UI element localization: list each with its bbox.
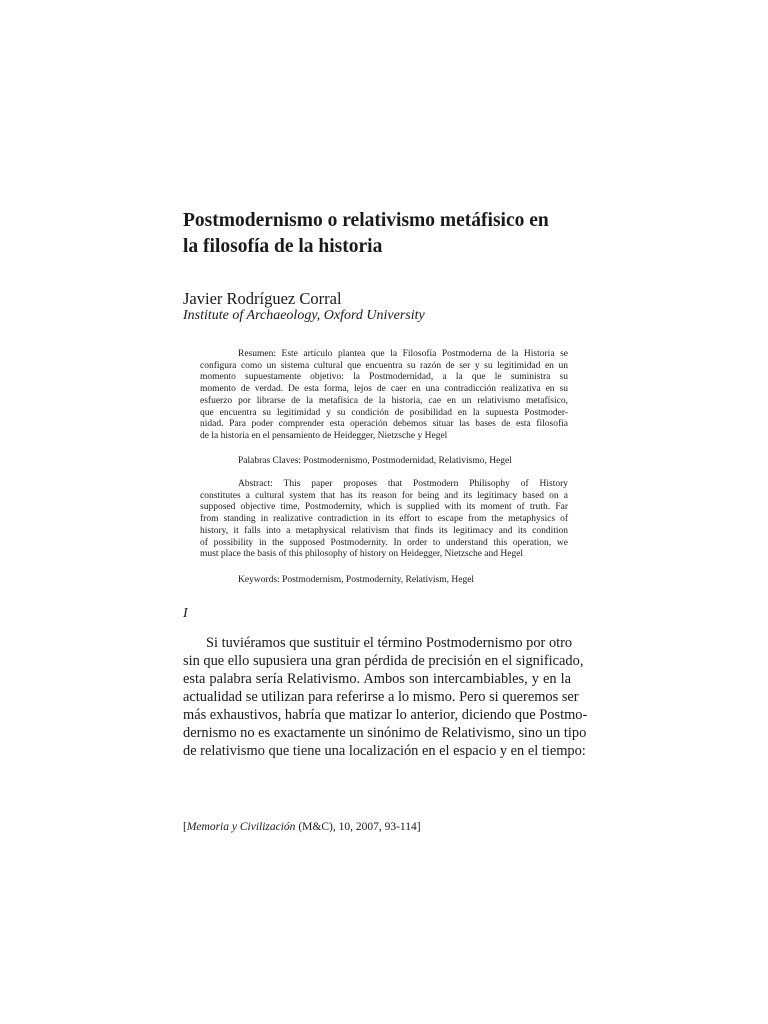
resumen-line: nidad. Para poder comprender esta operación debemos situar las bases de esta filosofía	[200, 419, 568, 430]
palabras-claves: Palabras Claves: Postmodernismo, Postmodernidad, Relativismo, Hegel	[238, 456, 512, 466]
journal-name: Memoria y Civilización	[186, 821, 296, 833]
body-line: sin que ello supusiera una gran pérdida de precisión en el significado,	[183, 653, 584, 669]
keywords: Keywords: Postmodernism, Postmodernity, Relativism, Hegel	[238, 575, 475, 585]
resumen-line: momento supuestamente objetivo: la Postmodernidad, a la que le suministra su	[200, 372, 568, 383]
body-line: dernismo no es exactamente un sinónimo de Relativismo, sino un tipo	[183, 725, 587, 741]
resumen-line: Resumen: Este artículo plantea que la Filosofía Postmoderna de la Historia se	[238, 349, 568, 359]
abstract-block	[200, 479, 568, 561]
journal-citation	[183, 820, 543, 834]
body-paragraph	[183, 634, 588, 760]
title-line-1: Postmodernismo o relativismo metáfisico en	[183, 210, 549, 231]
author-name: Javier Rodríguez Corral	[183, 289, 342, 308]
resumen-line: esfuerzo por librarse de la metafísica de la historia, cae en un relativismo metafísico,	[200, 395, 568, 406]
body-line: más exhaustivos, habría que matizar lo anterior, diciendo que Postmo-	[183, 707, 588, 723]
body-line: Si tuviéramos que sustituir el término Postmodernismo por otro	[206, 635, 573, 651]
author-affiliation: Institute of Archaeology, Oxford University	[183, 308, 425, 323]
citation-open: [	[183, 821, 187, 833]
body-line: de relativismo que tiene una localización en el espacio y en el tiempo:	[183, 743, 586, 759]
abstract-line: must place the basis of this philosophy of history on Heidegger, Nietzsche and Hegel	[200, 549, 524, 560]
section-number: I	[183, 606, 188, 621]
abstract-line: supposed objective time, Postmodernity, which is supplied with its moment of truth. Far	[200, 502, 568, 513]
abstract-line: history, it falls into a metaphysical relativism that finds its legitimacy and its condition	[200, 525, 568, 536]
resumen-line: que encuentra su legitimidad y su condición de posibilidad en la supuesta Postmoder-	[200, 407, 568, 418]
citation-details: (M&C), 10, 2007, 93-114]	[295, 821, 421, 833]
resumen-block	[200, 349, 568, 443]
abstract-line: constitutes a cultural system that has its reason for being and its legitimacy based on a	[200, 490, 568, 501]
resumen-line: de la historia en el pensamiento de Heidegger, Nietzsche y Hegel	[200, 430, 448, 441]
resumen-line: momento de verdad. De esta forma, lejos de caer en una contradicción realizativa en su	[200, 384, 568, 395]
body-line: esta palabra sería Relativismo. Ambos son intercambiables, y en la	[183, 671, 571, 687]
abstract-line: of possibility in the supposed Postmodernity. In order to understand this operation, we	[200, 537, 568, 548]
body-line: actualidad se utilizan para referirse a lo mismo. Pero si queremos ser	[183, 689, 579, 705]
title-line-2: la filosofía de la historia	[183, 236, 383, 257]
abstract-line: from standing in realizative contradiction in its effort to escape from the metaphysics of	[200, 514, 568, 525]
resumen-line: configura como un sistema cultural que encuentra su razón de ser y su legitimidad en un	[200, 360, 568, 371]
article-title	[183, 208, 603, 260]
abstract-line: Abstract: This paper proposes that Postmodern Philisophy of History	[238, 479, 568, 489]
